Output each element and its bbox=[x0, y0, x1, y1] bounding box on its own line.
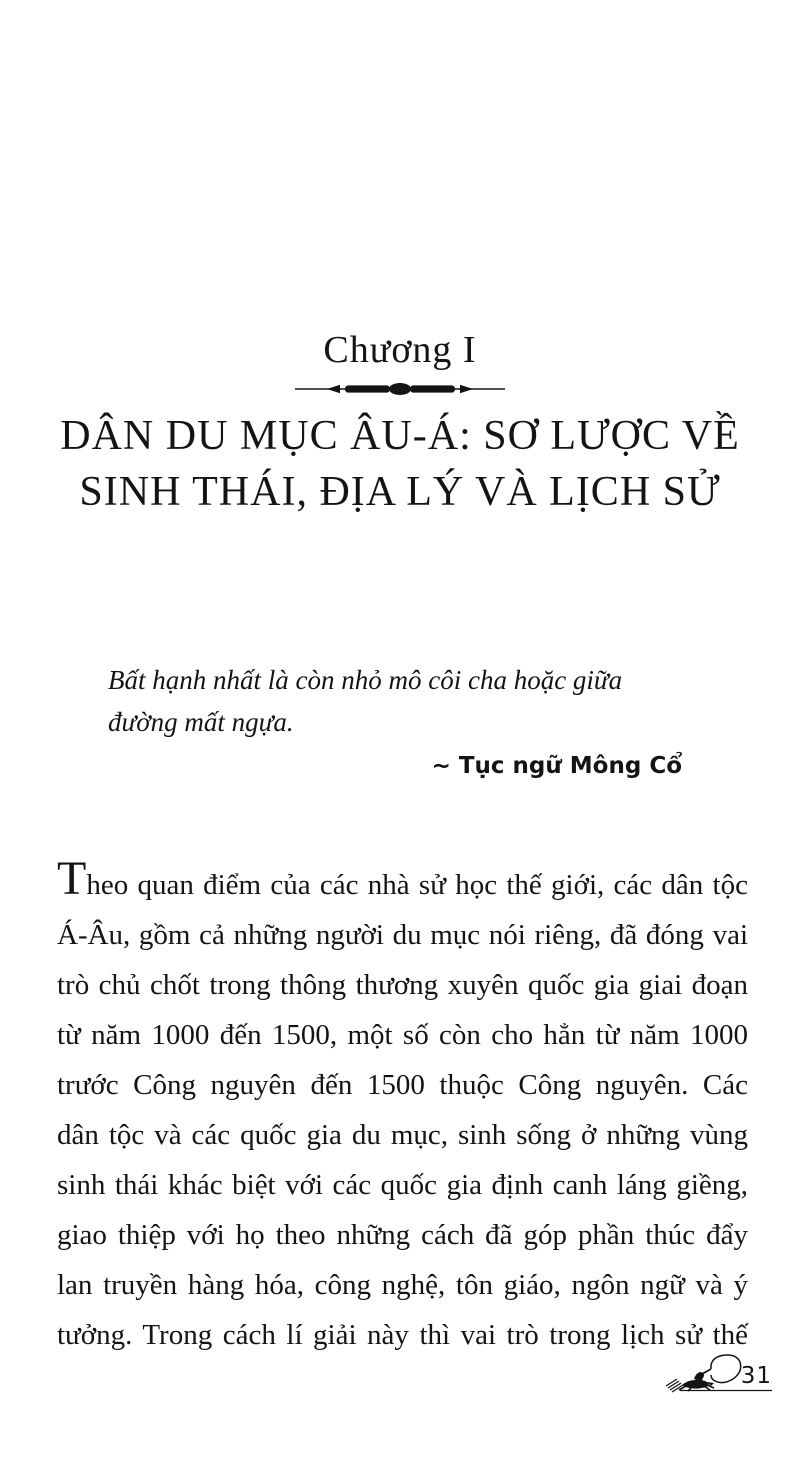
page-footer bbox=[664, 1352, 774, 1396]
body-line: giao thiệp với họ theo những cách đã góp phần thúc đẩy bbox=[57, 1219, 748, 1251]
initial-capital: T bbox=[57, 852, 87, 905]
body-line: Á-Âu, gồm cả những người du mục nói riêng, đã đóng vai bbox=[57, 919, 748, 951]
epigraph-attribution: ~ Tục ngữ Mông Cổ bbox=[431, 753, 682, 779]
body-line: lan truyền hàng hóa, công nghệ, tôn giáo, ngôn ngữ và ý bbox=[57, 1269, 748, 1301]
body-line-text: heo quan điểm của các nhà sử học thế giới, các dân tộc bbox=[86, 869, 748, 901]
page-number: 31 bbox=[740, 1363, 772, 1389]
body-line: dân tộc và các quốc gia du mục, sinh sống ở những vùng bbox=[57, 1119, 748, 1151]
divider-ornament-icon bbox=[295, 381, 505, 397]
body-line: sinh thái khác biệt với các quốc gia định canh láng giềng, bbox=[57, 1169, 748, 1201]
body-line: từ năm 1000 đến 1500, một số còn cho hẳn từ năm 1000 bbox=[57, 1019, 748, 1051]
epigraph-line-1: Bất hạnh nhất là còn nhỏ mô côi cha hoặc giữa bbox=[108, 665, 623, 695]
epigraph-quote bbox=[108, 659, 718, 743]
body-line: tưởng. Trong cách lí giải này thì vai trò trong lịch sử thế bbox=[57, 1319, 748, 1351]
body-line: trò chủ chốt trong thông thương xuyên quốc gia giai đoạn bbox=[57, 969, 748, 1001]
epigraph-line-2: đường mất ngựa. bbox=[108, 707, 294, 737]
chapter-title bbox=[0, 408, 800, 520]
chapter-title-line-2: SINH THÁI, ĐỊA LÝ VÀ LỊCH SỬ bbox=[79, 469, 721, 515]
body-paragraph bbox=[57, 852, 748, 1360]
chapter-title-line-1: DÂN DU MỤC ÂU-Á: SƠ LƯỢC VỀ bbox=[60, 413, 740, 459]
body-line bbox=[57, 852, 748, 910]
chapter-heading: Chương I bbox=[323, 329, 477, 371]
chapter-divider bbox=[295, 381, 505, 397]
body-line: trước Công nguyên đến 1500 thuộc Công nguyên. Các bbox=[57, 1069, 748, 1101]
